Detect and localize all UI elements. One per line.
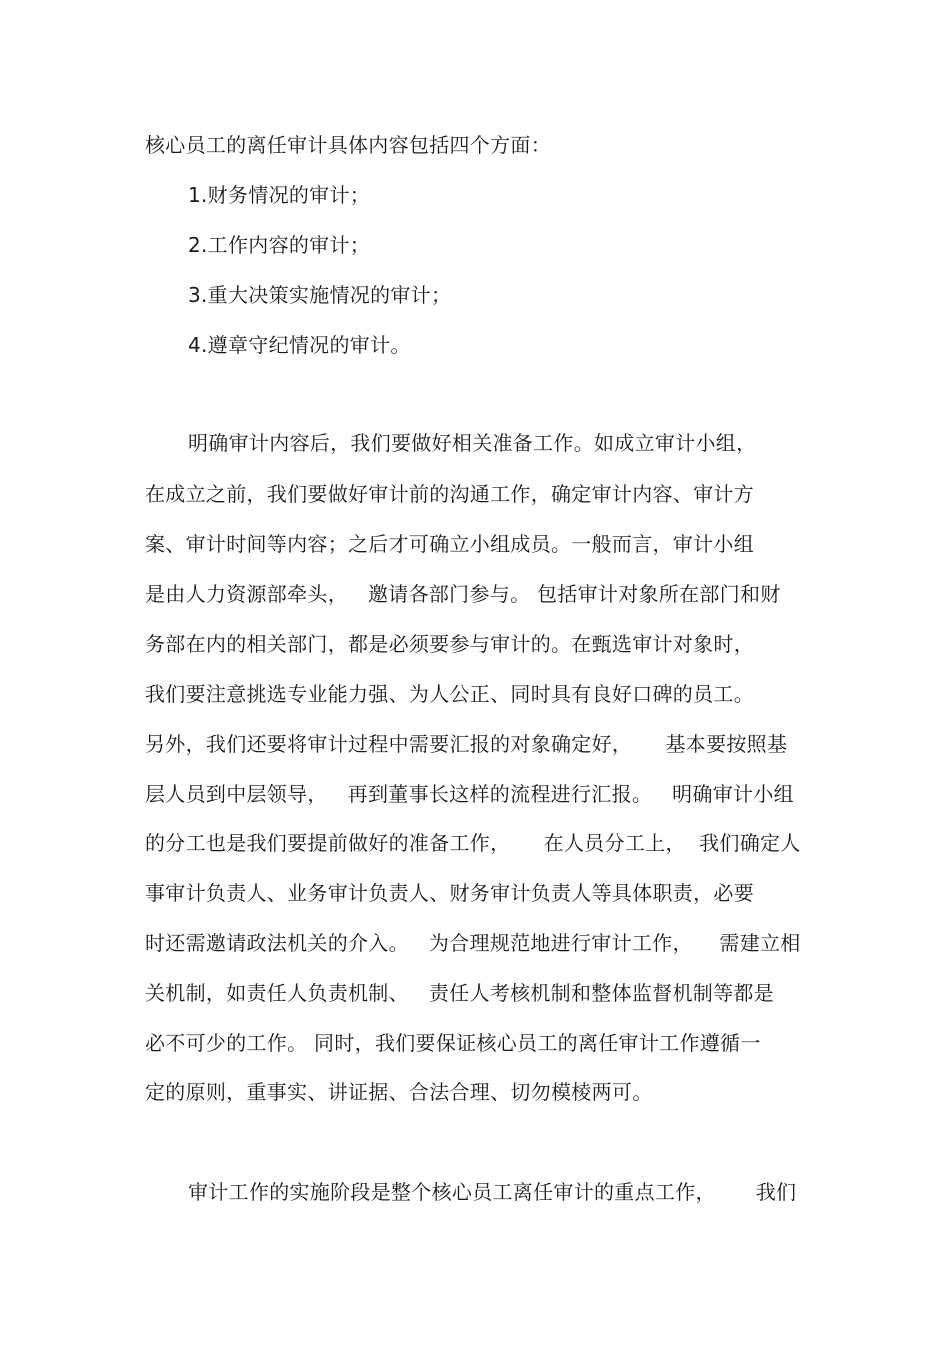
paragraph-line: 在成立之前，我们要做好审计前的沟通工作，确定审计内容、审计方: [145, 482, 754, 506]
paragraph-line: 必不可少的工作。 同时，我们要保证核心员工的离任审计工作遵循一: [145, 1031, 761, 1055]
paragraph-line: 层人员到中层领导， 再到董事长这样的流程进行汇报。 明确审计小组: [145, 782, 794, 806]
paragraph-line: 的分工也是我们要提前做好的准备工作， 在人员分工上， 我们确定人: [145, 831, 801, 855]
paragraph-line: 案、审计时间等内容；之后才可确立小组成员。一般而言，审计小组: [145, 532, 754, 556]
paragraph-line: 明确审计内容后，我们要做好相关准备工作。如成立审计小组，: [188, 431, 757, 455]
paragraph-line: 时还需邀请政法机关的介入。 为合理规范地进行审计工作， 需建立相: [145, 931, 801, 955]
paragraph-line: 审计工作的实施阶段是整个核心员工离任审计的重点工作， 我们: [188, 1180, 797, 1204]
paragraph-line: 是由人力资源部牵头， 邀请各部门参与。 包括审计对象所在部门和财: [145, 582, 781, 606]
paragraph-line: 事审计负责人、业务审计负责人、财务审计负责人等具体职责，必要: [145, 881, 754, 905]
list-item: 2.工作内容的审计；: [188, 233, 371, 257]
list-item: 3.重大决策实施情况的审计；: [188, 283, 452, 307]
list-item: 1.财务情况的审计；: [188, 183, 371, 207]
intro-line: 核心员工的离任审计具体内容包括四个方面：: [145, 133, 551, 157]
paragraph-line: 定的原则，重事实、讲证据、合法合理、切勿模棱两可。: [145, 1080, 653, 1104]
paragraph-line: 务部在内的相关部门，都是必须要参与审计的。在甄选审计对象时，: [145, 632, 754, 656]
paragraph-line: 我们要注意挑选专业能力强、为人公正、同时具有良好口碑的员工。: [145, 682, 754, 706]
list-item: 4.遵章守纪情况的审计。: [188, 333, 411, 357]
paragraph-line: 另外，我们还要将审计过程中需要汇报的对象确定好， 基本要按照基: [145, 732, 788, 756]
paragraph-line: 关机制，如责任人负责机制、 责任人考核机制和整体监督机制等都是: [145, 981, 774, 1005]
